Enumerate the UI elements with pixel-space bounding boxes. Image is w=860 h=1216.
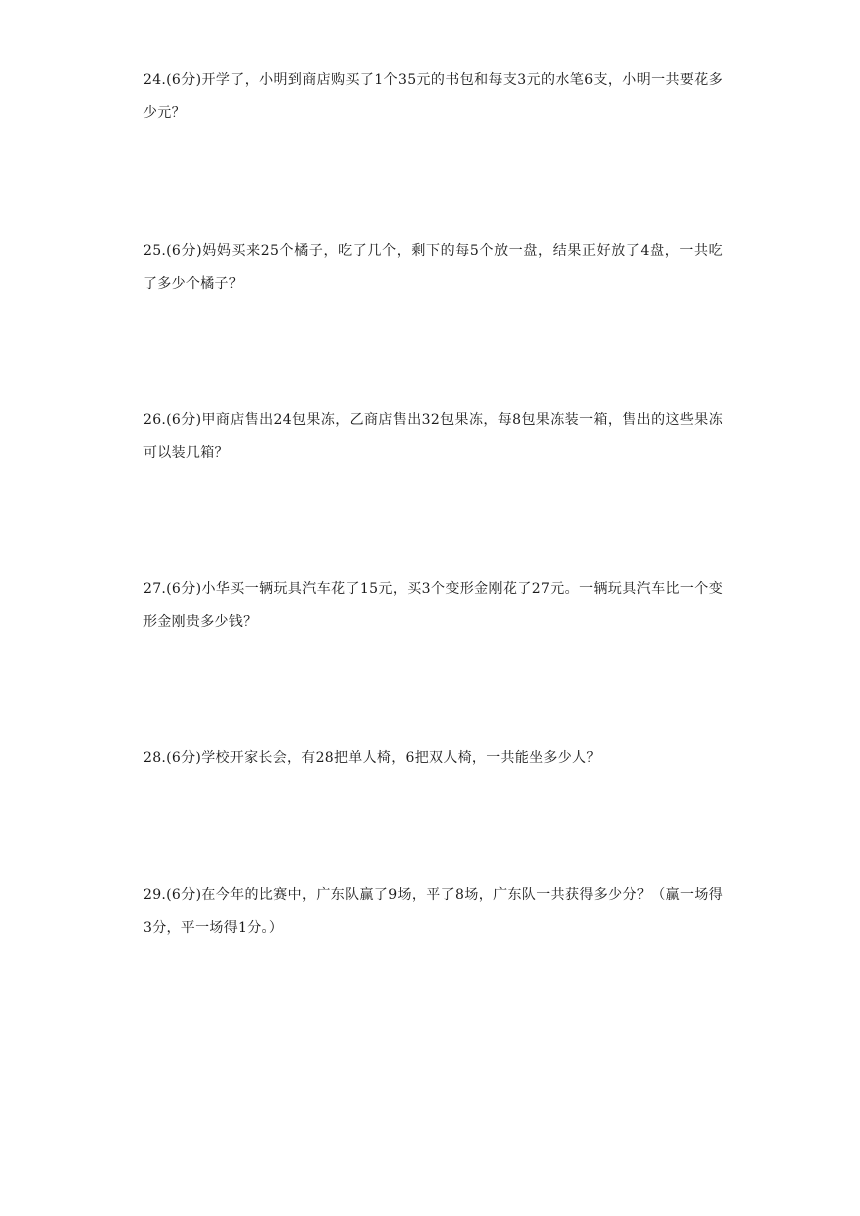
question-25 — [143, 235, 723, 301]
question-26 — [143, 404, 723, 470]
question-27-text: 27.(6分)小华买一辆玩具汽车花了15元，买3个变形金刚花了27元。一辆玩具汽车比一个变形金刚贵多少钱？ — [143, 581, 723, 630]
question-27 — [143, 573, 723, 639]
question-29 — [143, 879, 723, 945]
question-28-text: 28.(6分)学校开家长会，有28把单人椅，6把双人椅，一共能坐多少人？ — [143, 750, 601, 766]
question-24-text: 24.(6分)开学了，小明到商店购买了1个35元的书包和每支3元的水笔6支，小明一共要花多少元？ — [143, 72, 723, 121]
question-28 — [143, 742, 723, 775]
question-24 — [143, 64, 723, 130]
question-29-text: 29.(6分)在今年的比赛中，广东队赢了9场，平了8场，广东队一共获得多少分？（赢一场得3分，平一场得1分。） — [143, 887, 723, 936]
question-25-text: 25.(6分)妈妈买来25个橘子，吃了几个，剩下的每5个放一盘，结果正好放了4盘，一共吃了多少个橘子？ — [143, 243, 723, 292]
question-26-text: 26.(6分)甲商店售出24包果冻，乙商店售出32包果冻，每8包果冻装一箱，售出的这些果冻可以装几箱？ — [143, 412, 723, 461]
